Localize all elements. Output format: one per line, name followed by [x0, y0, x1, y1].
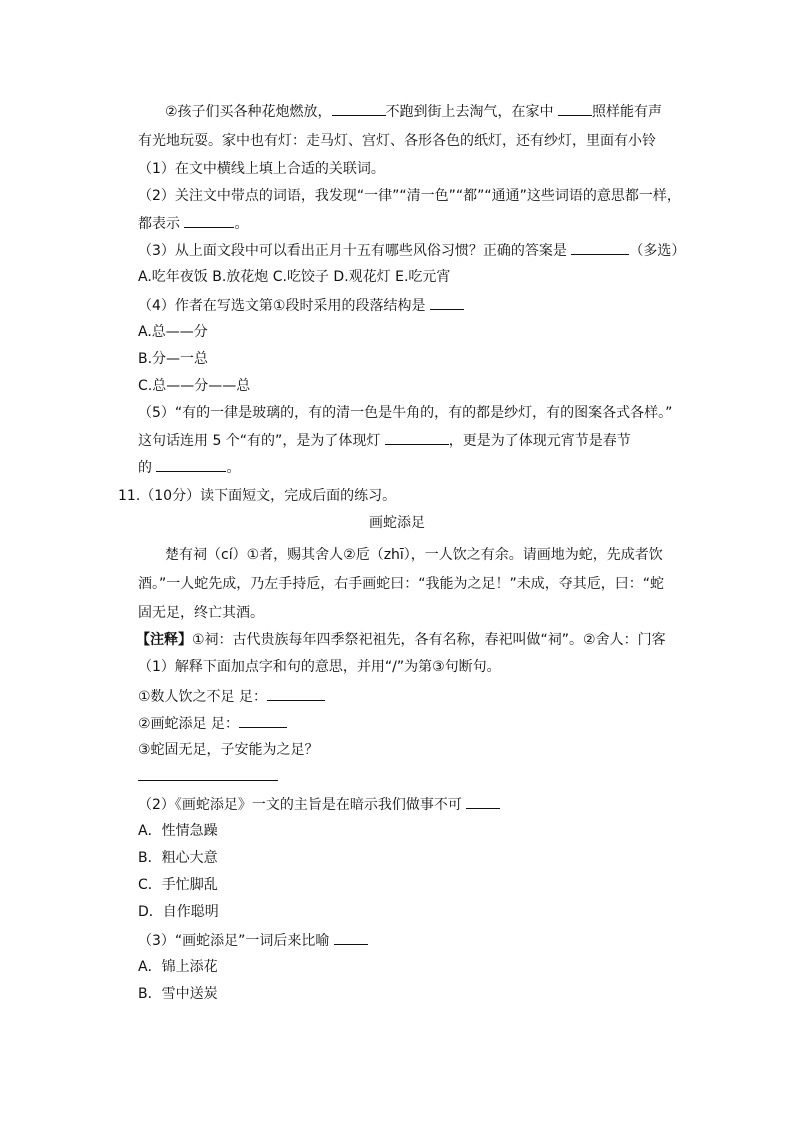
- q10-sub5: （5）“有的一律是玻璃的，有的清一色是牛角的，有的都是纱灯，有的图案各式各样。”: [138, 405, 673, 421]
- answer-line[interactable]: [138, 780, 278, 781]
- classical-text-line: 固无足，终亡其酒。: [138, 605, 264, 621]
- q11-sub1-text: ②画蛇添足 足：: [138, 716, 240, 732]
- q11-sub2-option[interactable]: B．粗心大意: [138, 850, 218, 866]
- q10-sub2: （2）关注文中带点的词语，我发现“一律”“清一色”“都”“通通”这些词语的意思都一样，: [138, 188, 681, 204]
- answer-blank[interactable]: [156, 457, 226, 472]
- q10-sub3-text: （3）从上面文段中可以看出正月十五有哪些风俗习惯？正确的答案是: [138, 243, 567, 259]
- answer-blank[interactable]: [385, 430, 449, 445]
- q11-sub1-text: ①数人饮之不足 足：: [138, 689, 268, 705]
- q10-sub5-line3: [138, 457, 240, 478]
- passage-line: [165, 101, 662, 122]
- q11-sub3: [138, 930, 368, 951]
- q10-sub3: [138, 240, 685, 261]
- q11-sub2-option[interactable]: C．手忙脚乱: [138, 877, 218, 893]
- q10-sub1: （1）在文中横线上填上合适的关联词。: [138, 161, 385, 177]
- q11-sub1-item: [138, 713, 287, 734]
- q10-sub4-option[interactable]: C.总——分——总: [138, 378, 251, 394]
- q10-sub2-text: 都表示: [138, 216, 180, 232]
- classical-text-line: 楚有祠（cí）①者，赐其舍人②卮（zhī），一人饮之有余。请画地为蛇，先成者饮: [165, 547, 663, 563]
- q10-sub5-text: ，更是为了体现元宵节是春节: [448, 433, 631, 449]
- passage-line: 有光地玩耍。家中也有灯：走马灯、宫灯、各形各色的纸灯，还有纱灯，里面有小铃: [138, 133, 656, 149]
- passage-title: 画蛇添足: [369, 515, 425, 531]
- q11-sub2: [138, 794, 500, 815]
- q11-sub2-option[interactable]: A．性情急躁: [138, 823, 218, 839]
- answer-blank[interactable]: [466, 794, 500, 809]
- q11-sub1: （1）解释下面加点字和句的意思，并用“/”为第③句断句。: [138, 659, 501, 675]
- q10-sub4-text: （4）作者在写选文第①段时采用的段落结构是: [138, 298, 426, 314]
- q11-sub1-item: [138, 686, 325, 707]
- q10-sub4-option[interactable]: B.分—一总: [138, 351, 209, 367]
- q10-sub5-text: 。: [226, 460, 241, 476]
- q11-header: 11.（10分）读下面短文，完成后面的练习。: [118, 488, 397, 504]
- answer-blank[interactable]: [267, 686, 325, 701]
- answer-blank[interactable]: [184, 213, 234, 228]
- classical-text-line: 酒。”一人蛇先成，乃左手持卮，右手画蛇曰：“我能为之足！”未成，夺其卮，曰：“蛇: [138, 576, 665, 592]
- q11-sub3-option[interactable]: A．锦上添花: [138, 959, 218, 975]
- answer-blank[interactable]: [430, 295, 464, 310]
- answer-blank[interactable]: [334, 930, 368, 945]
- passage-text: 不跑到街上去淘气，在家中: [385, 104, 554, 120]
- annotation-label: 【注释】: [136, 632, 192, 648]
- q10-sub3-text: （多选）: [629, 243, 686, 259]
- annotation-text: ①祠：古代贵族每年四季祭祀祖先，各有名称，春祀叫做“祠”。②舍人：门客: [192, 632, 666, 648]
- q11-sub3-text: （3）“画蛇添足”一词后来比喻: [138, 933, 330, 949]
- q11-sub1-item: ③蛇固无足，子安能为之足？: [138, 742, 319, 758]
- q11-sub2-option[interactable]: D．自作聪明: [138, 904, 219, 920]
- q10-sub4-option[interactable]: A.总——分: [138, 324, 208, 340]
- annotation: [136, 630, 666, 650]
- passage-text: ②孩子们买各种花炮燃放，: [165, 104, 332, 120]
- q10-sub5-text: 的: [138, 460, 152, 476]
- q10-sub2-line2: [138, 213, 248, 234]
- q11-sub3-option[interactable]: B．雪中送炭: [138, 986, 218, 1002]
- answer-blank[interactable]: [571, 240, 629, 255]
- answer-blank[interactable]: [239, 713, 287, 728]
- q10-sub2-text: 。: [234, 216, 249, 232]
- answer-blank[interactable]: [558, 101, 592, 116]
- q11-sub2-text: （2）《画蛇添足》一文的主旨是在暗示我们做事不可: [138, 797, 462, 813]
- answer-blank[interactable]: [332, 101, 386, 116]
- passage-text: 照样能有声: [592, 104, 663, 120]
- q10-sub5-line2: [138, 430, 631, 451]
- q10-sub3-options: A.吃年夜饭 B.放花炮 C.吃饺子 D.观花灯 E.吃元宵: [138, 269, 451, 285]
- q10-sub5-text: 这句话连用 5 个“有的”，是为了体现灯: [138, 433, 381, 449]
- q10-sub4: [138, 295, 464, 316]
